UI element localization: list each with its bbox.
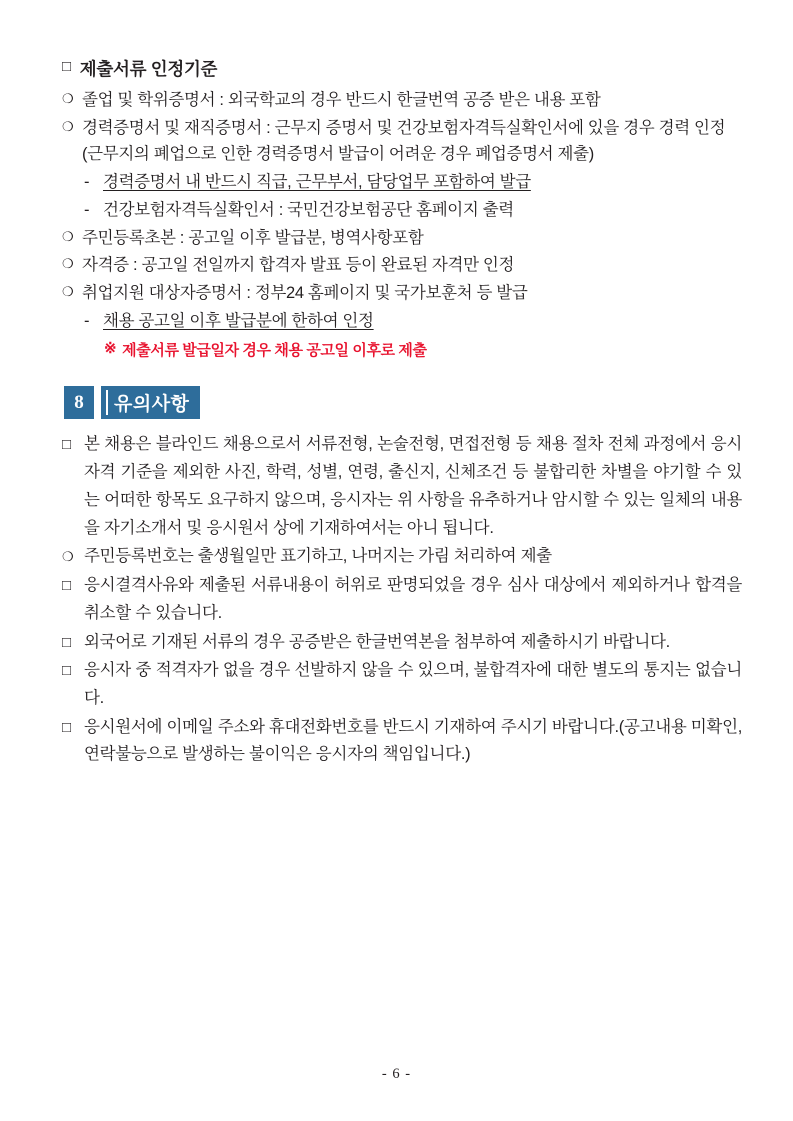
circle-bullet-icon: ❍ bbox=[62, 256, 74, 272]
list-item-text: 주민등록번호는 출생월일만 표기하고, 나머지는 가림 처리하여 제출 bbox=[84, 547, 552, 566]
asterisk-icon: ※ bbox=[104, 340, 117, 358]
square-bullet-icon: □ bbox=[62, 662, 71, 680]
section-heading-documents bbox=[62, 56, 742, 81]
square-bullet-icon: □ bbox=[62, 633, 71, 651]
list-item-text: 응시자 중 적격자가 없을 경우 선발하지 않을 수 있으며, 불합격자에 대한 별도의 통지는 없습니다. bbox=[84, 661, 742, 707]
list-item-text: 본 채용은 블라인드 채용으로서 서류전형, 논술전형, 면접전형 등 채용 절차 전체 과정에서 응시자격 기준을 제외한 사진, 학력, 성별, 연령, 출신지, 신체조건 등 불합리한 차별을 야기할 수 있는 어떠한 항목도 요구하지 않으며, 응시자는 위 사항을 유추하거나 암시할 수 있는 일체의 내용을 자기소개서 및 응시원서 상에 기재하여서는 아니 됩니다. bbox=[84, 435, 742, 537]
red-notice-text: 제출서류 발급일자 경우 채용 공고일 이후로 제출 bbox=[122, 342, 427, 360]
list-item-text: 자격증 : 공고일 전일까지 합격자 발표 등이 완료된 자격만 인정 bbox=[82, 256, 515, 275]
section-number-badge: 8 bbox=[64, 386, 94, 419]
circle-bullet-icon: ❍ bbox=[62, 284, 74, 300]
list-item bbox=[84, 197, 742, 224]
list-item-text: 졸업 및 학위증명서 : 외국학교의 경우 반드시 한글번역 공증 받은 내용 포함 bbox=[82, 91, 601, 109]
list-item-text: 경력증명서 및 재직증명서 : 근무지 증명서 및 건강보험자격득실확인서에 있을 경우 경력 인정 (근무지의 폐업으로 인한 경력증명서 발급이 어려운 경우 폐업증명서 제출) bbox=[82, 118, 726, 164]
list-item bbox=[62, 629, 742, 657]
list-item-text: 취업지원 대상자증명서 : 정부24 홈페이지 및 국가보훈처 등 발급 bbox=[82, 284, 528, 303]
dash-bullet-icon: - bbox=[84, 200, 90, 219]
circle-bullet-icon: ❍ bbox=[62, 91, 74, 106]
list-item bbox=[62, 252, 742, 279]
square-bullet-icon: □ bbox=[62, 58, 71, 75]
list-item-text: 주민등록초본 : 공고일 이후 발급분, 병역사항포함 bbox=[82, 228, 424, 247]
list-item bbox=[62, 543, 742, 571]
list-item-text: 외국어로 기재된 서류의 경우 공증받은 한글번역본을 첨부하여 제출하시기 바랍니다. bbox=[84, 632, 670, 651]
list-item bbox=[62, 115, 742, 168]
list-item bbox=[62, 572, 742, 627]
notes-list bbox=[62, 431, 742, 769]
square-bullet-icon: □ bbox=[62, 718, 71, 736]
square-bullet-icon: □ bbox=[62, 436, 71, 454]
list-item-text: 채용 공고일 이후 발급분에 한하여 인정 bbox=[103, 311, 374, 330]
list-item-text: 경력증명서 내 반드시 직급, 근무부서, 담당업무 포함하여 발급 bbox=[103, 173, 531, 192]
dash-bullet-icon: - bbox=[84, 311, 90, 330]
list-item bbox=[62, 657, 742, 712]
section-title-banner: 유의사항 bbox=[101, 386, 200, 419]
circle-bullet-icon: ❍ bbox=[62, 549, 74, 565]
red-notice bbox=[104, 339, 742, 360]
list-item bbox=[84, 169, 742, 196]
section-heading-notes bbox=[64, 386, 742, 419]
list-item bbox=[62, 431, 742, 542]
list-item-text: 응시원서에 이메일 주소와 휴대전화번호를 반드시 기재하여 주시기 바랍니다.(공고내용 미확인, 연락불능으로 발생하는 불이익은 응시자의 책임입니다.) bbox=[84, 717, 742, 764]
circle-bullet-icon: ❍ bbox=[62, 118, 74, 134]
section-heading-text: 제출서류 인정기준 bbox=[79, 59, 218, 79]
list-item-text: 응시결격사유와 제출된 서류내용이 허위로 판명되었을 경우 심사 대상에서 제외하거나 합격을 취소할 수 있습니다. bbox=[84, 576, 742, 622]
list-item bbox=[62, 225, 742, 252]
list-item bbox=[84, 308, 742, 335]
list-item bbox=[62, 280, 742, 307]
square-bullet-icon: □ bbox=[62, 577, 71, 595]
dash-bullet-icon: - bbox=[84, 173, 90, 192]
list-item bbox=[62, 87, 742, 114]
circle-bullet-icon: ❍ bbox=[62, 228, 74, 244]
page-number: - 6 - bbox=[381, 1066, 412, 1082]
list-item bbox=[62, 714, 742, 769]
documents-list bbox=[62, 87, 742, 334]
list-item-text: 건강보험자격득실확인서 : 국민건강보험공단 홈페이지 출력 bbox=[103, 200, 514, 219]
page-content bbox=[62, 56, 742, 770]
